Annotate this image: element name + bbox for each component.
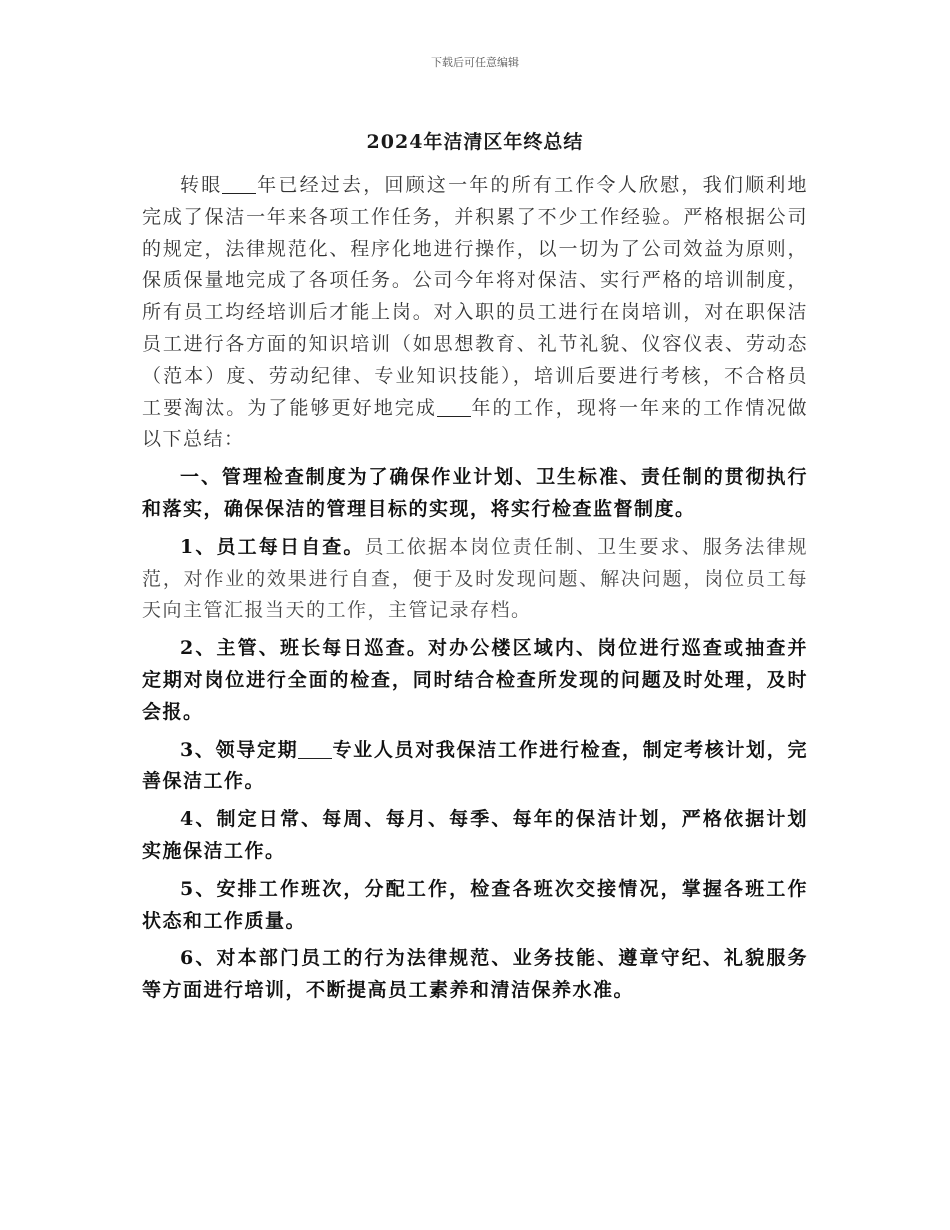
blank-line xyxy=(222,174,256,194)
document-title: 2024年洁清区年终总结 xyxy=(366,131,584,153)
item-1 xyxy=(142,532,808,627)
intro-paragraph xyxy=(142,170,808,456)
item-1-lead: 1、员工每日自查。 xyxy=(180,535,365,558)
blank-line xyxy=(298,739,332,759)
intro-text-1: 转眼 xyxy=(180,174,223,196)
intro-text-2: 年已经过去，回顾这一年的所有工作令人欣慰，我们顺利地完成了保洁一年来各项工作任务，并积累了不少工作经验。严格根据公司的规定，法律规范化、程序化地进行操作，以一切为了公司效益为原则，保质保量地完成了各项任务。公司今年将对保洁、实行严格的培训制度，所有员工均经培训后才能上岗。对入职的员工进行在岗培训，对在职保洁员工进行各方面的知识培训（如思想教育、礼节礼貌、仪容仪表、劳动态（范本）度、劳动纪律、专业知识技能），培训后要进行考核，不合格员工要淘汰。为了能够更好地完成 xyxy=(142,174,808,419)
item-5: 5、安排工作班次，分配工作，检查各班次交接情况，掌握各班工作状态和工作质量。 xyxy=(142,877,808,932)
section-heading-1: 一、管理检查制度为了确保作业计划、卫生标准、责任制的贯彻执行和落实，确保保洁的管理目标的实现，将实行检查监督制度。 xyxy=(142,466,808,520)
intro-text-3: 年的工作，现将一年来的工作情况做以下总结： xyxy=(142,396,808,451)
item-4: 4、制定日常、每周、每月、每季、每年的保洁计划，严格依据计划实施保洁工作。 xyxy=(142,808,808,862)
item-3-text-1: 3、领导定期 xyxy=(180,738,299,761)
document-body xyxy=(142,170,808,1007)
item-2: 2、主管、班长每日巡查。对办公楼区域内、岗位进行巡查或抽查并定期对岗位进行全面的检查，同时结合检查所发现的问题及时处理，及时会报。 xyxy=(142,637,808,723)
item-3 xyxy=(142,735,808,799)
item-3-text-2: 专业人员对我保洁工作进行检查，制定考核计划，完善保洁工作。 xyxy=(142,738,808,793)
blank-line xyxy=(437,397,471,417)
page-header: 下载后可任意编辑 xyxy=(431,56,519,69)
item-1-text: 员工依据本岗位责任制、卫生要求、服务法律规范，对作业的效果进行自查，便于及时发现问题、解决问题，岗位员工每天向主管汇报当天的工作，主管记录存档。 xyxy=(142,535,808,622)
item-6: 6、对本部门员工的行为法律规范、业务技能、遵章守纪、礼貌服务等方面进行培训，不断提高员工素养和清洁保养水准。 xyxy=(142,947,808,1002)
